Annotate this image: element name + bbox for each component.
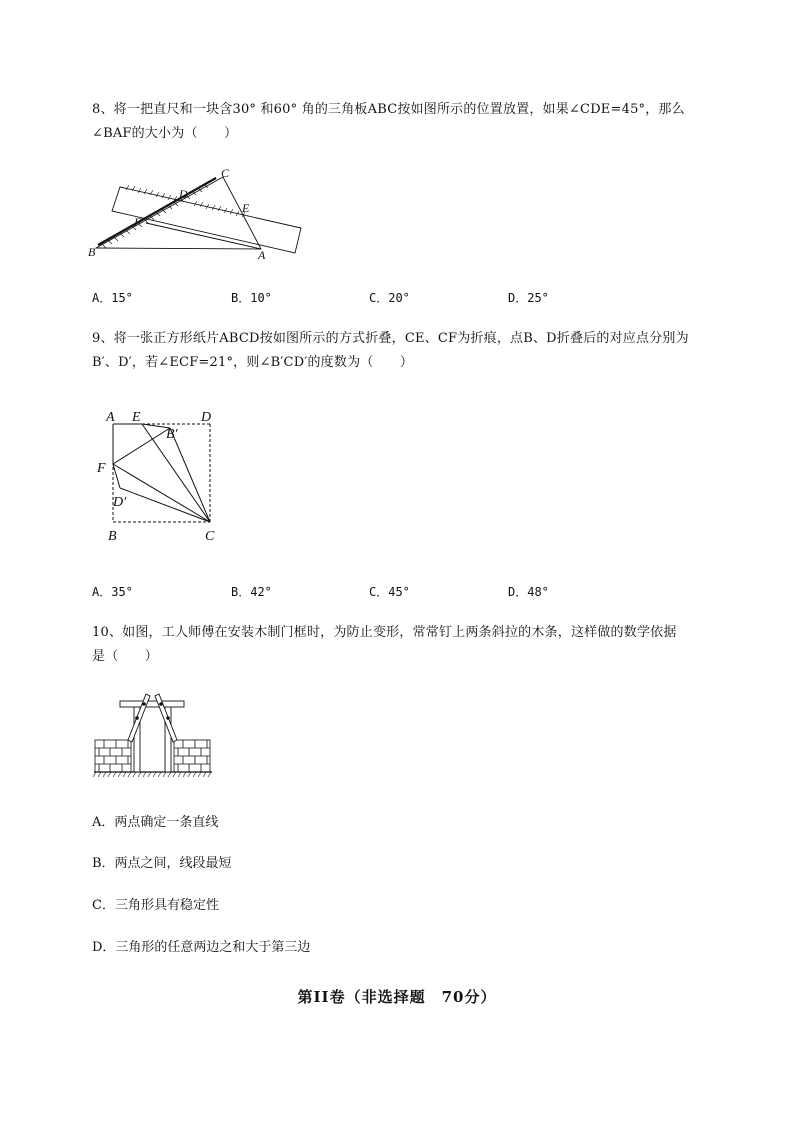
q8-option-a[interactable]: A．15°: [92, 291, 133, 305]
q8-option-b[interactable]: B．10°: [231, 291, 272, 305]
q9-option-c[interactable]: C．45°: [369, 585, 410, 599]
q9-label-C: C: [205, 529, 215, 544]
q10-option-d[interactable]: D．三角形的任意两边之和大于第三边: [92, 940, 311, 955]
question-10-line-1: 10、如图，工人师傅在安装木制门框时，为防止变形，常常钉上两条斜拉的木条，这样做的数学依据: [92, 625, 677, 640]
q8-option-c[interactable]: C．20°: [369, 291, 410, 305]
question-9-options: [92, 583, 742, 601]
q9-label-A: A: [106, 410, 115, 425]
question-9-line-2: B′、D′，若∠ECF=21°，则∠B′CD′的度数为（ ）: [92, 355, 414, 370]
question-9-text: [92, 327, 742, 375]
question-8-figure: [88, 165, 308, 265]
q8-option-d[interactable]: D．25°: [508, 291, 549, 305]
q9-label-D: D: [201, 410, 212, 425]
question-8-line-1: 8、将一把直尺和一块含30° 和60° 角的三角板ABC按如图所示的位置放置，如果∠CDE=45°，那么: [92, 102, 685, 117]
question-10-door-frame-figure: [92, 690, 214, 780]
question-8-text: [92, 98, 742, 146]
q8-label-C: C: [221, 166, 230, 180]
q9-label-B-prime: B′: [166, 427, 178, 442]
q8-label-E: E: [242, 201, 250, 215]
q10-option-b[interactable]: B．两点之间，线段最短: [92, 856, 232, 871]
q9-label-B: B: [108, 529, 117, 544]
q9-option-b[interactable]: B．42°: [231, 585, 272, 599]
q10-option-c[interactable]: C．三角形具有稳定性: [92, 898, 219, 913]
q9-option-d[interactable]: D．48°: [508, 585, 549, 599]
q9-label-D-prime: D′: [113, 495, 127, 510]
question-10-line-2: 是（ ）: [92, 649, 159, 664]
q8-label-F: F: [134, 215, 142, 229]
q8-label-D: D: [179, 187, 188, 201]
question-9-line-1: 9、将一张正方形纸片ABCD按如图所示的方式折叠，CE、CF为折痕，点B、D折叠后的对应点分别为: [92, 331, 689, 346]
q8-label-A: A: [258, 248, 266, 262]
q10-option-a[interactable]: A．两点确定一条直线: [92, 815, 219, 830]
question-8-line-2: ∠BAF的大小为（ ）: [92, 126, 238, 141]
question-9-figure: [92, 404, 232, 546]
question-8-options: [92, 289, 742, 307]
q8-label-B: B: [88, 245, 96, 259]
q9-label-F: F: [97, 461, 106, 476]
q9-label-E: E: [132, 410, 141, 425]
q9-option-a[interactable]: A．35°: [92, 585, 133, 599]
section-title: 第II卷（非选择题 70分）: [297, 988, 497, 1006]
question-10-text: [92, 621, 742, 669]
